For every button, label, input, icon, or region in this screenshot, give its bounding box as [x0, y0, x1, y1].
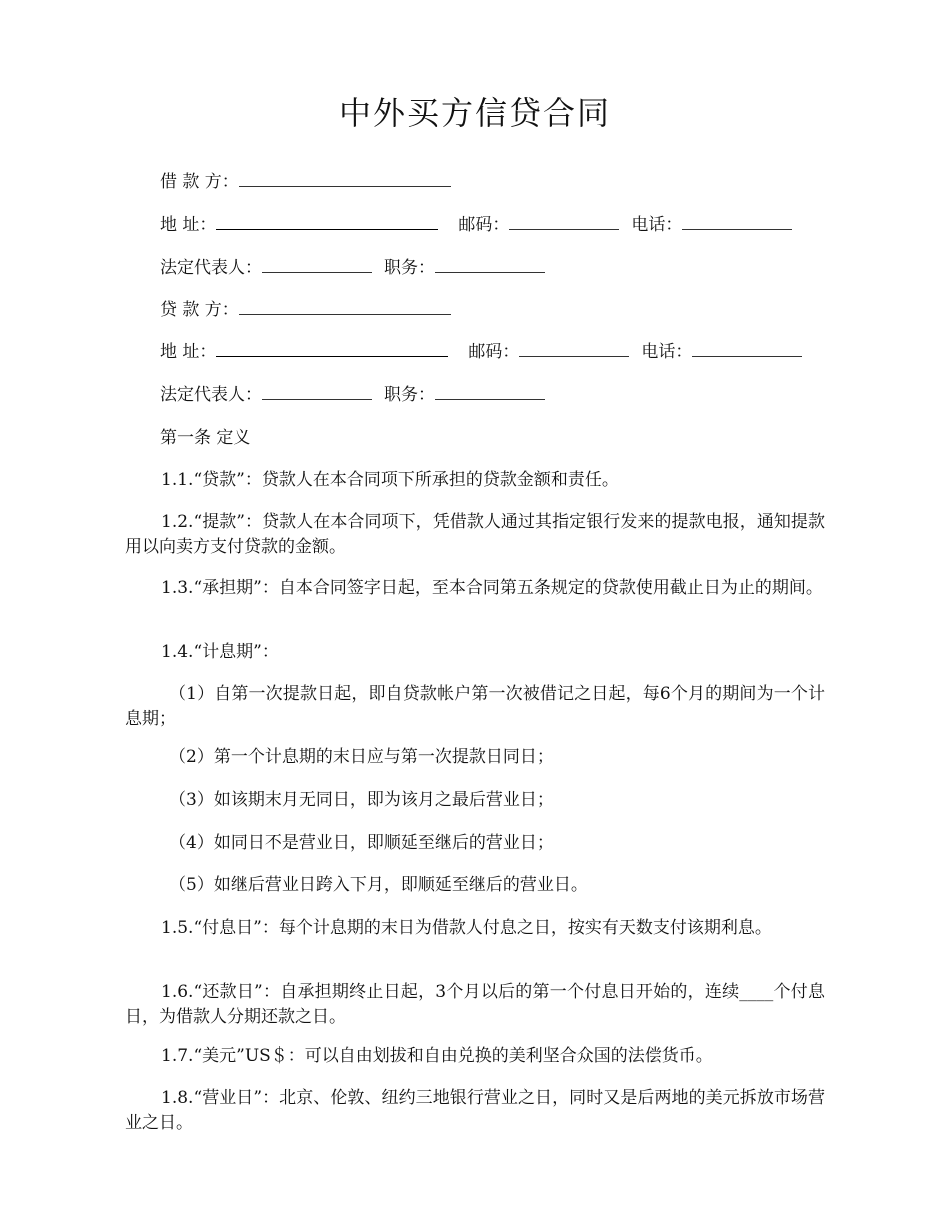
lender-position-field[interactable]	[435, 383, 545, 400]
lender-line	[160, 298, 451, 322]
lender-rep-label: 法定代表人：	[160, 385, 262, 405]
lender-postcode-label: 邮码：	[468, 342, 520, 362]
borrower-phone-field[interactable]	[682, 213, 792, 230]
clause-1-1: 1.1.“贷款”：贷款人在本合同项下所承担的贷款金额和责任。	[161, 470, 619, 490]
clause-1-4-sub-1: （1）自第一次提款日起，即自贷款帐户第一次被借记之日起，每6个月的期间为一个计息期；	[125, 684, 825, 729]
lender-position-label: 职务：	[384, 385, 435, 405]
borrower-phone-label: 电话：	[631, 215, 683, 235]
document-title: 中外买方信贷合同	[338, 94, 611, 132]
clause-1-4-sub-2: （2）第一个计息期的末日应与第一次提款日同日；	[169, 747, 554, 767]
lender-label: 贷 款 方：	[160, 300, 239, 320]
clause-1-7: 1.7.“美元”US＄：可以自由划拔和自由兑换的美利坚合众国的法偿货币。	[161, 1046, 713, 1066]
clause-1-4-sub-4: （4）如同日不是营业日，即顺延至继后的营业日；	[169, 833, 554, 853]
clause-1-3: 1.3.“承担期”：自本合同签字日起，至本合同第五条规定的贷款使用截止日为止的期间。	[161, 578, 823, 598]
lender-address-line	[160, 340, 802, 364]
lender-phone-label: 电话：	[641, 342, 693, 362]
borrower-position-field[interactable]	[435, 256, 545, 273]
clause-1-8: 1.8.“营业日”：北京、伦敦、纽约三地银行营业之日，同时又是后两地的美元拆放市场营业之日。	[125, 1088, 825, 1133]
lender-rep-line	[160, 383, 545, 407]
borrower-position-label: 职务：	[384, 258, 435, 278]
lender-name-field[interactable]	[239, 298, 451, 315]
borrower-address-line	[160, 213, 792, 237]
lender-rep-field[interactable]	[262, 383, 372, 400]
lender-phone-field[interactable]	[692, 340, 802, 357]
borrower-rep-line	[160, 256, 545, 280]
borrower-postcode-field[interactable]	[509, 213, 619, 230]
clause-1-6: 1.6.“还款日”：自承担期终止日起，3个月以后的第一个付息日开始的，连续____个付息日，为借款人分期还款之日。	[125, 982, 825, 1027]
clause-1-4-sub-3: （3）如该期末月无同日，即为该月之最后营业日；	[169, 790, 554, 810]
borrower-address-field[interactable]	[216, 213, 438, 230]
clause-1-2: 1.2.“提款”：贷款人在本合同项下，凭借款人通过其指定银行发来的提款电报，通知提款用以向卖方支付贷款的金额。	[125, 512, 825, 557]
lender-postcode-field[interactable]	[519, 340, 629, 357]
borrower-line	[160, 170, 451, 194]
borrower-name-field[interactable]	[239, 170, 451, 187]
borrower-rep-label: 法定代表人：	[160, 258, 262, 278]
borrower-label: 借 款 方：	[160, 172, 239, 192]
lender-address-field[interactable]	[216, 340, 448, 357]
borrower-postcode-label: 邮码：	[458, 215, 510, 235]
borrower-rep-field[interactable]	[262, 256, 372, 273]
borrower-address-label: 地 址：	[160, 215, 217, 235]
clause-1-4-sub-5: （5）如继后营业日跨入下月，即顺延至继后的营业日。	[169, 875, 588, 895]
article-heading: 第一条 定义	[160, 428, 251, 448]
clause-1-4: 1.4.“计息期”：	[161, 642, 279, 662]
lender-address-label: 地 址：	[160, 342, 217, 362]
clause-1-5: 1.5.“付息日”：每个计息期的末日为借款人付息之日，按实有天数支付该期利息。	[161, 918, 772, 938]
